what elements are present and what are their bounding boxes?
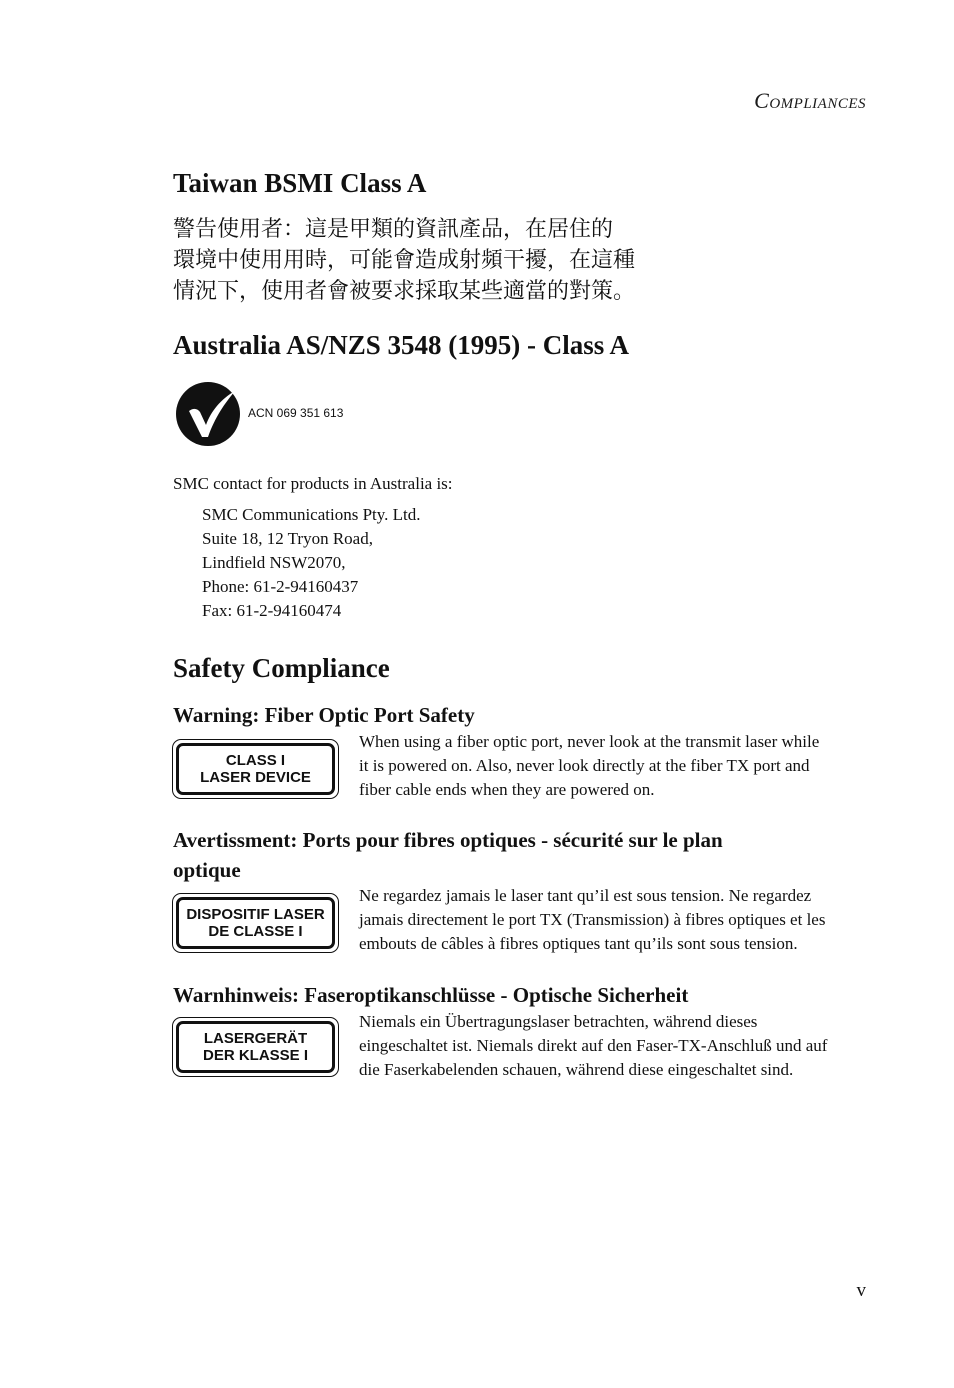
warning-line: jamais directement le port TX (Transmission) à fibres optiques et les [359, 910, 826, 929]
label-line: CLASS I [225, 752, 286, 769]
australia-heading: Australia AS/NZS 3548 (1995) - Class A [173, 330, 630, 360]
warning-heading-fr-line: optique [173, 858, 241, 882]
address-line: Suite 18, 12 Tryon Road, [202, 529, 373, 548]
laser-class-label-fr [172, 893, 339, 953]
safety-heading: Safety Compliance [173, 653, 390, 683]
contact-intro: SMC contact for products in Australia is: [173, 474, 453, 493]
warning-line: Niemals ein Übertragungslaser betrachten, während dieses [359, 1012, 758, 1031]
taiwan-notice [173, 214, 673, 307]
warning-text-en [359, 730, 869, 802]
address-line: Lindfield NSW2070, [202, 553, 346, 572]
warning-heading-fr [173, 825, 723, 885]
laser-class-label-en [172, 739, 339, 799]
label-line: LASER DEVICE [200, 769, 311, 786]
warning-line: die Faserkabelenden schauen, während diese eingeschaltet sind. [359, 1060, 794, 1079]
address-line: SMC Communications Pty. Ltd. [202, 505, 421, 524]
c-tick-logo-icon [175, 381, 243, 447]
warning-line: embouts de câbles à fibres optiques tant qu’ils sont sous tension. [359, 934, 798, 953]
label-line: DISPOSITIF LASER [186, 906, 325, 923]
warning-heading-fr-line: Avertissment: Ports pour fibres optiques - sécurité sur le plan [173, 828, 723, 852]
warning-line: eingeschaltet ist. Niemals direkt auf den Faser-TX-Anschluß und auf [359, 1036, 828, 1055]
address-line: Fax: 61-2-94160474 [202, 601, 342, 620]
address-line: Phone: 61-2-94160437 [202, 577, 359, 596]
running-header: Compliances [754, 88, 866, 113]
taiwan-heading: Taiwan BSMI Class A [173, 168, 427, 198]
contact-address [202, 503, 421, 623]
warning-line: it is powered on. Also, never look directly at the fiber TX port and [359, 756, 810, 775]
label-line: LASERGERÄT [203, 1030, 308, 1047]
warning-heading-de: Warnhinweis: Faseroptikanschlüsse - Optische Sicherheit [173, 983, 689, 1007]
label-line: DER KLASSE I [202, 1047, 308, 1064]
warning-text-de [359, 1010, 869, 1082]
warning-heading-en: Warning: Fiber Optic Port Safety [173, 703, 475, 727]
taiwan-notice-line: 警告使用者：這是甲類的資訊產品，在居住的 [173, 217, 614, 242]
laser-class-label-de [172, 1017, 339, 1077]
taiwan-notice-line: 情況下，使用者會被要求採取某些適當的對策。 [173, 279, 636, 304]
warning-line: When using a fiber optic port, never look at the transmit laser while [359, 732, 820, 751]
warning-text-fr [359, 884, 869, 956]
taiwan-notice-line: 環境中使用用時，可能會造成射頻干擾，在這種 [173, 248, 636, 273]
acn-number: ACN 069 351 613 [248, 406, 344, 420]
page-number: v [856, 1280, 866, 1301]
warning-line: Ne regardez jamais le laser tant qu’il est sous tension. Ne regardez [359, 886, 812, 905]
warning-line: fiber cable ends when they are powered on. [359, 780, 655, 799]
label-line: DE CLASSE I [208, 923, 303, 940]
